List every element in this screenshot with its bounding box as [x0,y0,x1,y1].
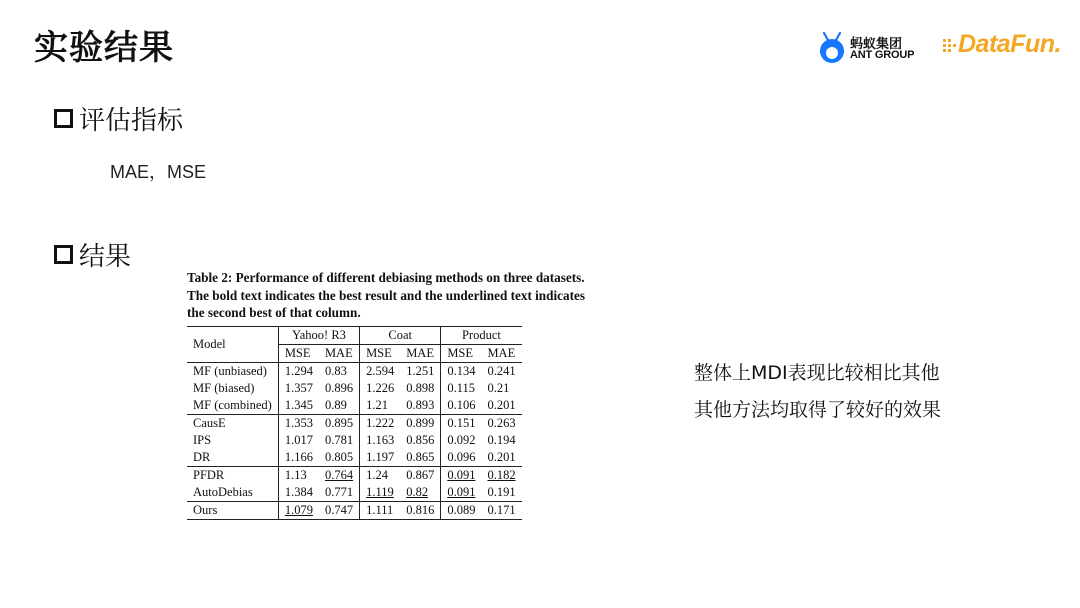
metric-value-cell: 1.353 [278,415,319,433]
model-column-header: Model [187,327,278,363]
metric-value-cell: 0.151 [441,415,482,433]
results-table [187,326,522,520]
metric-value-cell: 1.21 [360,397,401,415]
table-row [187,432,522,449]
metrics-text: MAE，MSE [110,162,207,182]
subheader-mae: MAE [487,346,516,360]
group-header-yahoo: Yahoo! R3 [278,327,359,345]
summary-text [694,355,941,429]
metric-value-cell: 0.83 [324,364,347,378]
section-heading-results [54,236,131,273]
slide-title: 实验结果 [34,28,174,68]
metric-value-cell: 1.017 [278,432,319,449]
metric-value-cell: 0.898 [406,381,435,395]
metric-value-cell: 0.867 [400,467,441,485]
table-caption: Table 2: Performance of different debiasing methods on three datasets. The bold text indicates the best result and the underlined text indicates the second best of that column. [187,270,585,320]
model-name-cell: IPS [193,433,212,447]
subheader-mae: MAE [324,346,353,360]
metric-value-cell: 1.357 [278,380,319,397]
metric-value-cell: 0.856 [406,433,435,447]
table-row [187,363,522,381]
datafun-logo-text: DataFun. [958,30,1061,58]
metric-value-cell: 0.171 [481,502,521,520]
metric-value-cell: 1.384 [278,484,319,502]
model-name-cell: PFDR [187,467,278,485]
square-bullet-icon [54,245,73,264]
metric-value-cell: 1.345 [278,397,319,415]
table-row [187,449,522,467]
square-bullet-icon [54,109,73,128]
metric-value-cell: 0.781 [324,433,354,447]
table-row [187,484,522,502]
table-row [187,415,522,433]
metric-value-cell: 1.222 [360,415,401,433]
metric-value-cell: 1.119 [360,484,401,502]
model-name-cell: MF (biased) [193,381,255,395]
metric-value-cell: 0.115 [441,380,482,397]
metric-value-cell: 1.13 [278,467,319,485]
metric-value-cell: 0.893 [406,398,435,412]
metric-value-cell: 0.896 [324,381,354,395]
table-row [187,467,522,485]
metric-value-cell: 0.895 [319,415,360,433]
metric-value-cell: 1.197 [360,449,401,467]
model-name-cell: MF (combined) [193,398,272,412]
metric-value-cell: 0.816 [400,502,441,520]
table-row [187,380,522,397]
metric-value-cell: 0.182 [481,467,521,485]
metric-value-cell: 0.134 [441,363,482,381]
datafun-dots-icon [942,37,958,55]
ant-group-logo [818,28,922,66]
summary-line-1: 整体上MDI表现比较相比其他 [694,362,940,384]
metric-value-cell: 0.263 [481,415,521,433]
table-row [187,397,522,415]
metric-value-cell: 0.191 [487,485,516,499]
metric-value-cell: 1.294 [278,363,319,381]
metric-value-cell: 0.771 [324,485,354,499]
metric-value-cell: 1.251 [406,364,435,378]
metric-value-cell: 0.764 [319,467,360,485]
subheader-mse: MSE [278,345,319,363]
metric-value-cell: 0.89 [324,398,347,412]
metric-value-cell: 0.091 [441,484,482,502]
ant-logo-cn-text: 蚂蚁集团 [850,37,903,52]
subheader-mse: MSE [360,345,401,363]
model-name-cell: AutoDebias [193,485,253,499]
metric-value-cell: 0.82 [406,485,429,499]
metric-value-cell: 1.166 [278,449,319,467]
metric-value-cell: 0.091 [441,467,482,485]
metric-value-cell: 0.21 [487,381,510,395]
model-name-cell: DR [193,450,211,464]
metric-value-cell: 0.089 [441,502,482,520]
metric-value-cell: 0.241 [487,364,516,378]
metric-value-cell: 0.805 [324,450,354,464]
metric-value-cell: 1.24 [360,467,401,485]
metric-value-cell: 0.201 [487,450,516,464]
metric-value-cell: 1.111 [360,502,401,520]
model-name-cell: CausE [187,415,278,433]
table-row [187,502,522,520]
subheader-mse: MSE [441,345,482,363]
ant-logo-en-text: ANT GROUP [850,49,915,61]
metric-value-cell: 1.079 [278,502,319,520]
metric-value-cell: 0.194 [487,433,516,447]
metric-value-cell: 0.865 [406,450,435,464]
summary-line-2: 其他方法均取得了较好的效果 [694,399,942,421]
metric-value-cell: 0.747 [319,502,360,520]
section-heading-metrics [54,100,183,137]
model-name-cell: MF (unbiased) [193,364,267,378]
metric-value-cell: 1.226 [360,380,401,397]
metric-value-cell: 0.096 [441,449,482,467]
datafun-logo [942,28,1068,66]
metric-value-cell: 0.899 [400,415,441,433]
ant-logo-icon [818,32,846,64]
model-name-cell: Ours [187,502,278,520]
section-heading-metrics-text: 评估指标 [79,106,184,136]
subheader-mae: MAE [406,346,434,360]
section-heading-results-text: 结果 [79,242,132,272]
metric-value-cell: 2.594 [360,363,401,381]
metric-value-cell: 0.201 [487,398,516,412]
metric-value-cell: 0.092 [441,432,482,449]
group-header-coat: Coat [360,327,441,345]
metric-value-cell: 1.163 [360,432,401,449]
metric-value-cell: 0.106 [441,397,482,415]
group-header-product: Product [441,327,522,345]
